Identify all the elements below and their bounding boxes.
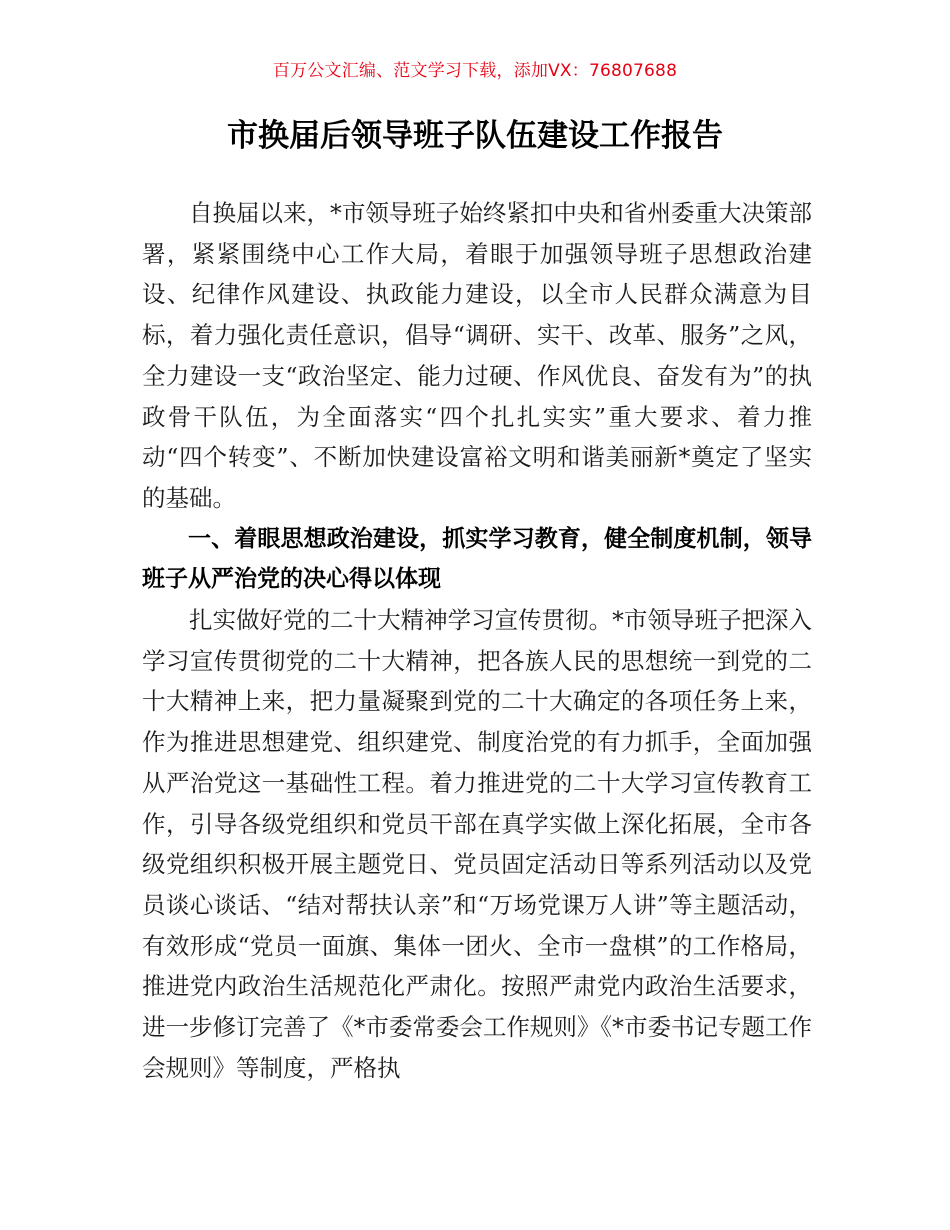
intro-paragraph: 自换届以来，*市领导班子始终紧扣中央和省州委重大决策部署，紧紧围绕中心工作大局，着眼于加强领导班子思想政治建设、纪律作风建设、执政能力建设，以全市人民群众满意为目标，着力强化责任意识，倡导“调研、实干、改革、服务”之风，全力建设一支“政治坚定、能力过硬、作风优良、奋发有为”的执政骨干队伍，为全面落实“四个扎扎实实”重大要求、着力推动“四个转变”、不断加快建设富裕文明和谐美丽新*奠定了坚实的基础。 <box>142 199 812 512</box>
section-heading: 一、着眼思想政治建设，抓实学习教育，健全制度机制，领导班子从严治党的决心得以体现 <box>142 525 812 593</box>
watermark-banner: 百万公文汇编、范文学习下载，添加VX：76807688 <box>272 61 678 81</box>
section-paragraph: 扎实做好党的二十大精神学习宣传贯彻。*市领导班子把深入学习宣传贯彻党的二十大精神，把各族人民的思想统一到党的二十大精神上来，把力量凝聚到党的二十大确定的各项任务上来，作为推进思想建党、组织建党、制度治党的有力抓手，全面加强从严治党这一基础性工程。着力推进党的二十大学习宣传教育工作，引导各级党组织和党员干部在真学实做上深化拓展，全市各级党组织积极开展主题党日、党员固定活动日等系列活动以及党员谈心谈话、“结对帮扶认亲”和“万场党课万人讲”等主题活动，有效形成“党员一面旗、集体一团火、全市一盘棋”的工作格局，推进党内政治生活规范化严肃化。按照严肃党内政治生活要求，进一步修订完善了《*市委常委会工作规则》《*市委书记专题工作会规则》等制度，严格执 <box>142 606 812 1082</box>
document-title: 市换届后领导班子队伍建设工作报告 <box>227 118 723 154</box>
document-body <box>142 193 812 1088</box>
